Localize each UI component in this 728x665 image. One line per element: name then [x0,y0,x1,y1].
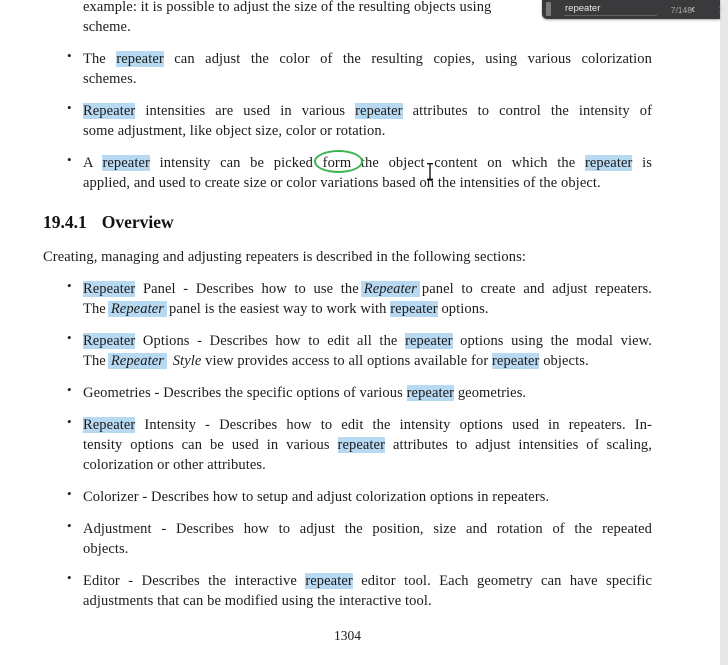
text-run: A [83,155,103,171]
text-run: intensity can be picked [149,155,323,171]
bullet-item [43,49,652,89]
text-run: Panel - Describes how to use the [135,281,359,297]
bullet-item [43,101,652,141]
bullet-dot: • [67,330,72,345]
bullet-item [43,153,652,193]
text-run: Adjustment - Describes how to adjust the position, size and rotation of the repeated [83,521,652,537]
heading-number: 19.4.1 [43,212,87,232]
text-run: objects. [539,353,589,369]
text-line [83,279,652,299]
bullet-dot: • [67,100,72,115]
text-run: adjustments that can be modified using the interactive tool. [83,593,432,609]
bullet-dot: • [67,278,72,293]
bullet-dot: • [67,486,72,501]
text-run: Geometries - Describes the specific options of various [83,385,407,401]
find-input-underline [564,15,657,16]
text-line [83,591,652,611]
text-line [83,69,652,89]
document-flow [43,0,652,623]
highlight-match: repeater [406,385,455,401]
text-line [83,571,652,591]
text-run: geometries. [454,385,527,401]
text-run: Creating, managing and adjusting repeaters is described in the following sections: [43,249,526,265]
heading-title: Overview [101,212,174,232]
text-run: The [83,51,117,67]
text-line [83,331,652,351]
text-line [83,173,652,193]
text-run: Colorizer - Describes how to setup and adjust colorization options in repeaters. [83,489,550,505]
bullet-item [43,279,652,319]
text-line [83,153,652,173]
text-run: The [83,301,106,317]
text-line [83,383,652,403]
highlight-match: Repeater [108,301,167,317]
text-run: panel is the easiest way to work with [168,301,391,317]
text-line [83,49,652,69]
highlight-match: Repeater [83,103,136,119]
text-run: applied, and used to create size or color variations based on the intensities of the object. [83,175,601,191]
text-run: Style [168,353,202,369]
highlight-match: Repeater [83,281,136,297]
find-bar-handle[interactable] [546,2,551,16]
text-line [83,299,652,319]
chevron-left-icon: ‹ [690,1,696,16]
find-prev-button[interactable] [686,0,700,19]
highlight-match: repeater [102,155,150,171]
bullet-dot: • [67,518,72,533]
find-bar [542,0,724,19]
text-run: options. [437,301,489,317]
text-run: view provides access to all options available for [201,353,492,369]
highlight-match: repeater [390,301,438,317]
highlight-match: Repeater [108,353,167,369]
text-line [83,415,652,435]
text-line [83,455,652,475]
chevron-right-icon: › [718,1,724,16]
highlight-match: repeater [337,437,385,453]
text-line [83,101,652,121]
highlight-match: Repeater [361,281,420,297]
text-line [83,17,652,37]
text-line [43,247,652,267]
find-next-button[interactable] [714,0,728,19]
text-line [83,121,652,141]
text-run: example: it is possible to adjust the size of the resulting objects using [83,0,492,15]
text-run: The [83,353,106,369]
text-run: schemes. [83,71,137,87]
text-line [83,519,652,539]
bullet-item [43,571,652,611]
text-run: options using the modal view. [452,333,652,349]
bullet-item [43,415,652,475]
find-match-count: 7/148 [670,5,692,15]
text-run: intensities are used in various [135,103,356,119]
text-run: scheme. [83,19,131,35]
highlight-match: repeater [491,353,540,369]
text-run: attributes to adjust intensities of scaling, [385,437,652,453]
highlight-match: repeater [355,103,403,119]
text-run: can adjust the color of the resulting copies, using various colorization [163,51,652,67]
highlight-match: repeater [405,333,453,349]
text-run: Intensity - Describes how to edit the intensity options used in repeaters. In- [135,417,652,433]
find-query-input[interactable]: repeater [565,3,601,14]
section-heading [43,209,652,235]
text-run: some adjustment, like object size, color or rotation. [83,123,386,139]
page-number: 1304 [334,628,361,643]
text-cursor-icon [425,162,435,186]
text-run: the object content on which the [351,155,585,171]
bullet-dot: • [67,48,72,63]
paragraph [43,247,652,267]
text-run: Options - Describes how to edit all the [135,333,406,349]
bullet-dot: • [67,414,72,429]
highlight-match: Repeater [83,417,136,433]
text-run: editor tool. Each geometry can have specific [352,573,652,589]
text-run: attributes to control the intensity of [402,103,652,119]
text-line [83,435,652,455]
text-line [83,539,652,559]
text-line [83,487,652,507]
bullet-item [43,331,652,371]
bullet-item [43,383,652,403]
text-run: Editor - Describes the interactive [83,573,306,589]
text-run: objects. [83,541,129,557]
highlight-match: Repeater [83,333,136,349]
highlight-match: repeater [584,155,633,171]
bullet-dot: • [67,382,72,397]
text-line [83,351,652,371]
highlight-match: repeater [116,51,164,67]
bullet-item [43,519,652,559]
circled-word: form [322,155,352,171]
text-run: colorization or other attributes. [83,457,266,473]
bullet-item [43,487,652,507]
highlight-match: repeater [305,573,353,589]
text-run: is [632,155,652,171]
text-run: panel to create and adjust repeaters. [421,281,652,297]
bullet-dot: • [67,570,72,585]
bullet-dot: • [67,152,72,167]
text-run: tensity options can be used in various [83,437,338,453]
